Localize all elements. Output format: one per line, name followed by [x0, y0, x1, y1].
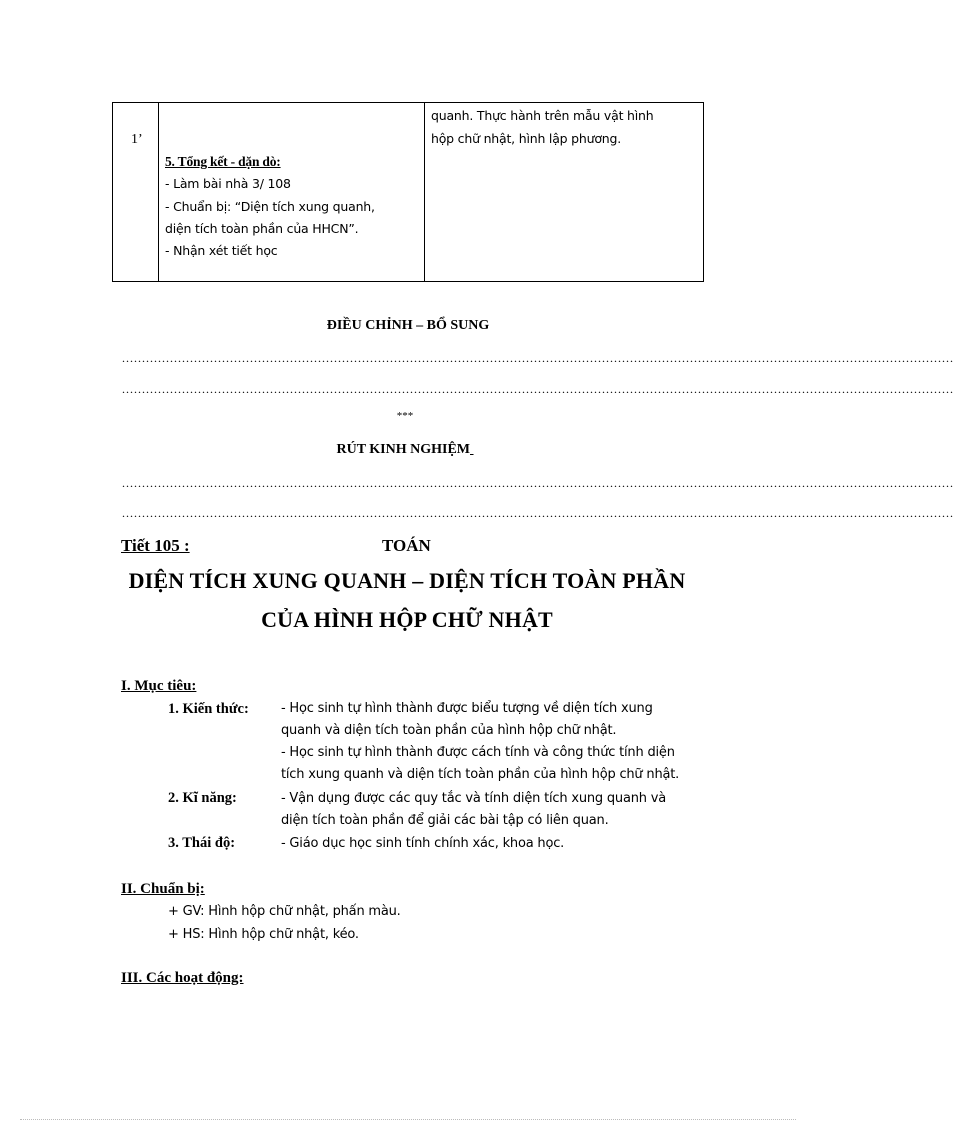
activity-item: diện tích toàn phần của HHCN”. — [165, 221, 359, 236]
dotted-line: ................................................................................................................................................................................................................ — [122, 476, 954, 490]
adjust-title: ĐIỀU CHỈNH – BỔ SUNG — [326, 318, 490, 333]
activity-item: - Làm bài nhà 3/ 108 — [165, 176, 291, 191]
preparation-heading: II. Chuẩn bị: — [121, 881, 205, 897]
dotted-line: ................................................................................................................................................................................................................ — [122, 382, 954, 396]
knowledge-line: quanh và diện tích toàn phần của hình hộp chữ nhật. — [281, 723, 617, 738]
page-footer-border — [20, 1119, 796, 1120]
objectives-heading: I. Mục tiêu: — [121, 678, 197, 694]
knowledge-line: - Học sinh tự hình thành được cách tính và công thức tính diện — [281, 745, 675, 760]
experience-title: RÚT KINH NGHIỆM — [336, 442, 471, 457]
activity-table — [112, 102, 704, 282]
knowledge-line: - Học sinh tự hình thành được biểu tượng về diện tích xung — [281, 701, 653, 716]
knowledge-line: tích xung quanh và diện tích toàn phần của hình hộp chữ nhật. — [281, 767, 680, 782]
activities-heading: III. Các hoạt động: — [121, 970, 244, 986]
skill-line: - Vận dụng được các quy tắc và tính diện tích xung quanh và — [281, 791, 667, 806]
time-cell: 1’ — [131, 132, 143, 147]
student-materials: + HS: Hình hộp chữ nhật, kéo. — [168, 927, 359, 942]
activity-item: - Chuẩn bị: “Diện tích xung quanh, — [165, 199, 375, 214]
attitude-line: - Giáo dục học sinh tính chính xác, khoa học. — [281, 836, 565, 851]
note-line: quanh. Thực hành trên mẫu vật hình — [431, 108, 654, 123]
period-label: Tiết 105 : — [121, 536, 190, 555]
attitude-label: 3. Thái độ: — [168, 835, 236, 851]
note-line: hộp chữ nhật, hình lập phương. — [431, 131, 622, 146]
lesson-title-line1: DIỆN TÍCH XUNG QUANH – DIỆN TÍCH TOÀN PHẦN — [128, 568, 686, 593]
activity-heading: 5. Tổng kết - dặn dò: — [165, 154, 281, 169]
dotted-line: ................................................................................................................................................................................................................ — [122, 506, 954, 520]
separator-stars: *** — [396, 410, 414, 422]
activity-column — [159, 103, 425, 281]
skill-line: diện tích toàn phần để giải các bài tập có liên quan. — [281, 813, 609, 828]
skill-label: 2. Kĩ năng: — [168, 790, 237, 806]
subject-label: TOÁN — [382, 536, 431, 555]
activity-item: - Nhận xét tiết học — [165, 243, 278, 258]
dotted-line: ................................................................................................................................................................................................................ — [122, 351, 954, 365]
time-column — [113, 103, 159, 281]
lesson-title-line2: CỦA HÌNH HỘP CHỮ NHẬT — [261, 607, 553, 632]
note-column — [425, 103, 703, 281]
teacher-materials: + GV: Hình hộp chữ nhật, phấn màu. — [168, 904, 401, 919]
knowledge-label: 1. Kiến thức: — [168, 701, 249, 717]
